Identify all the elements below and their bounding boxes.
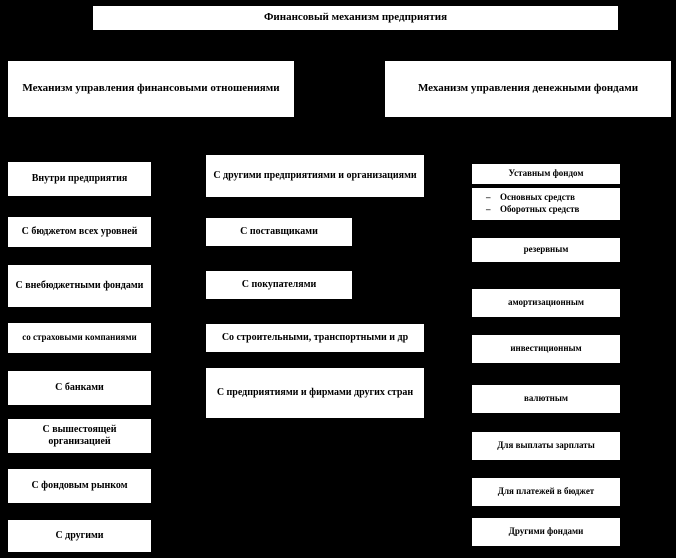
- middle-item-1: [205, 217, 353, 247]
- left-item-5: [7, 418, 152, 454]
- head-box-financial-relations-label: Механизм управления финансовыми отношениями: [22, 82, 280, 95]
- left-item-2-label: С внебюджетными фондами: [15, 279, 144, 291]
- left-item-7-label: С другими: [55, 529, 104, 541]
- middle-item-1-label: С поставщиками: [240, 225, 318, 237]
- right-item-0-sub-1: [476, 204, 616, 216]
- left-item-4: [7, 370, 152, 406]
- left-item-1-label: С бюджетом всех уровней: [21, 225, 138, 237]
- left-item-0-label: Внутри предприятия: [31, 172, 128, 184]
- right-item-5: [471, 431, 621, 461]
- left-item-4-label: С банками: [55, 381, 104, 393]
- right-item-0-sublist-box: [471, 187, 621, 221]
- middle-item-2: [205, 270, 353, 300]
- right-item-0-sub-0: [476, 192, 616, 204]
- right-item-7: [471, 517, 621, 547]
- right-item-2: [471, 288, 621, 318]
- right-item-0-sublist: [476, 192, 616, 215]
- right-item-0-sub-0-label: Основных средств: [500, 192, 575, 203]
- left-item-3: [7, 322, 152, 354]
- right-item-6-label: Для платежей в бюджет: [497, 486, 595, 497]
- right-item-0-label: Уставным фондом: [508, 168, 584, 179]
- dash-icon: –: [486, 204, 491, 214]
- right-item-1-label: резервным: [523, 244, 569, 255]
- right-item-5-label: Для выплаты зарплаты: [497, 440, 595, 451]
- left-item-5-label: С вышестоящей организацией: [42, 423, 117, 447]
- middle-item-3: [205, 323, 425, 353]
- left-item-2: [7, 264, 152, 308]
- diagram-title: Финансовый механизм предприятия: [263, 11, 448, 24]
- middle-item-4: [205, 367, 425, 419]
- left-item-0: [7, 161, 152, 197]
- right-item-3-label: инвестиционным: [510, 343, 582, 354]
- right-item-7-label: Другими фондами: [508, 526, 584, 537]
- right-item-3: [471, 334, 621, 364]
- right-item-1: [471, 237, 621, 263]
- right-item-4: [471, 384, 621, 414]
- diagram-title-box: [92, 5, 619, 31]
- left-item-7: [7, 519, 152, 553]
- right-item-0: [471, 163, 621, 185]
- middle-item-0-label: С другими предприятиями и организациями: [213, 169, 417, 181]
- right-item-4-label: валютным: [523, 393, 568, 404]
- head-box-money-funds: [384, 60, 672, 118]
- right-item-2-label: амортизационным: [507, 297, 585, 308]
- right-item-6: [471, 477, 621, 507]
- dash-icon: –: [486, 192, 491, 203]
- middle-item-4-label: С предприятиями и фирмами других стран: [216, 386, 414, 398]
- head-box-financial-relations: [7, 60, 295, 118]
- left-item-1: [7, 216, 152, 248]
- middle-item-3-label: Со строительными, транспортными и др: [221, 331, 409, 343]
- left-item-6: [7, 468, 152, 504]
- right-item-0-sub-1-label: Оборотных средств: [500, 204, 580, 214]
- left-item-3-label: со страховыми компаниями: [22, 332, 137, 343]
- left-item-6-label: С фондовым рынком: [31, 479, 128, 491]
- middle-item-2-label: С покупателями: [241, 278, 317, 290]
- head-box-money-funds-label: Механизм управления денежными фондами: [417, 82, 639, 95]
- middle-item-0: [205, 154, 425, 198]
